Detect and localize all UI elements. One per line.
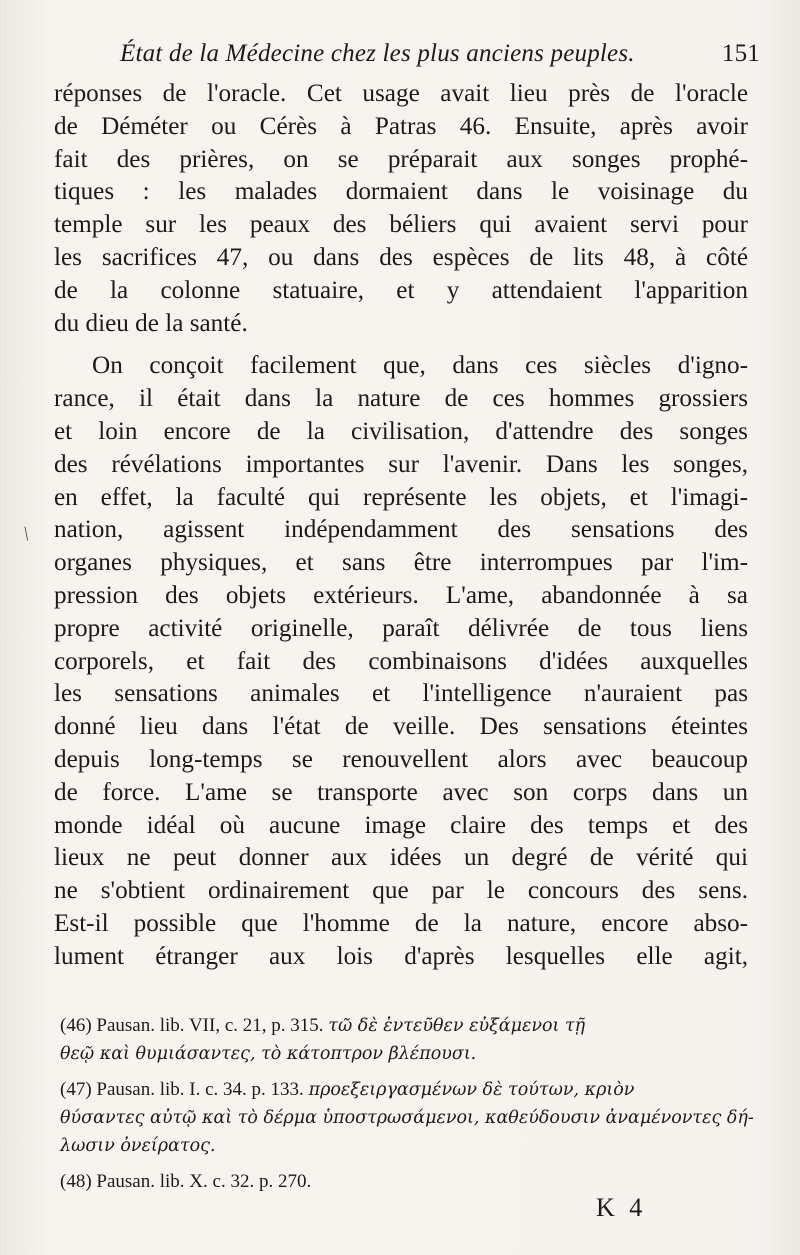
text-line: des révélations importantes sur l'avenir. Dans les songes, (54, 450, 748, 478)
paragraph-1 (54, 78, 748, 340)
text-line: du dieu de la santé. (54, 309, 248, 337)
text-line: réponses de l'oracle. Cet usage avait lieu près de l'oracle (54, 80, 748, 107)
footnote-46 (60, 1012, 760, 1068)
text-line: de Déméter ou Cérès à Patras 46. Ensuite, après avoir (54, 112, 748, 140)
footnote-line (60, 1040, 760, 1068)
footnote-48 (60, 1168, 760, 1196)
text-line: depuis long-temps se renouvellent alors avec beaucoup (54, 745, 748, 773)
footnote-greek: προεξειργασμένων δὲ τούτων, κριὸν (308, 1080, 635, 1100)
footnote-gap (60, 1068, 760, 1076)
text-line: lieux ne peut donner aux idées un degré de vérité qui (54, 844, 748, 872)
text-line: de la colonne statuaire, et y attendaient l'apparition (54, 276, 748, 304)
footnote-47 (60, 1076, 760, 1160)
text-line: On conçoit facilement que, dans ces siècles d'igno- (92, 352, 748, 380)
footnote-greek: τῶ δὲ ἐντεῦθεν εὐξάμενοι τῇ (328, 1016, 586, 1036)
footnote-line (60, 1168, 760, 1196)
paragraph-gap (54, 340, 748, 350)
footnote-line (60, 1012, 760, 1040)
text-line: et loin encore de la civilisation, d'attendre des songes (54, 417, 748, 445)
page-number: 151 (721, 40, 760, 67)
paragraph-2 (54, 350, 748, 973)
text-line: corporels, et fait des combinaisons d'idées auxquelles (54, 647, 748, 675)
footnotes (60, 1012, 760, 1196)
text-line: en effet, la faculté qui représente les objets, et l'imagi- (54, 483, 748, 511)
text-line: donné lieu dans l'état de veille. Des sensations éteintes (54, 713, 748, 741)
text-line: monde idéal où aucune image claire des temps et des (54, 811, 748, 839)
text-line: rance, il était dans la nature de ces hommes grossiers (54, 385, 748, 413)
footnote-citation: (46) Pausan. lib. VII, c. 21, p. 315. (60, 1015, 329, 1036)
footnote-line (60, 1104, 760, 1132)
text-line: les sacrifices 47, ou dans des espèces de lits 48, à côté (54, 243, 748, 271)
footnote-line (60, 1076, 760, 1104)
signature-mark: K 4 (596, 1193, 647, 1222)
text-line: Est-il possible que l'homme de la nature, encore abso- (54, 909, 748, 937)
running-title: État de la Médecine chez les plus anciens peuples. (120, 40, 635, 67)
text-line: propre activité originelle, paraît délivrée de tous liens (54, 614, 748, 642)
footnote-citation: (48) Pausan. lib. X. c. 32. p. 270. (60, 1171, 312, 1192)
text-line: fait des prières, on se préparait aux songes prophé- (54, 145, 748, 173)
text-line: temple sur les peaux des béliers qui avaient servi pour (54, 211, 748, 239)
margin-mark: / (18, 523, 35, 545)
running-head (120, 40, 760, 80)
text-line: de force. L'ame se transporte avec son corps dans un (54, 778, 748, 806)
text-line: organes physiques, et sans être interrompues par l'im- (54, 549, 748, 577)
footnote-gap (60, 1160, 760, 1168)
footnote-line (60, 1132, 760, 1160)
text-line: nation, agissent indépendamment des sensations des (54, 516, 748, 544)
footnote-citation: (47) Pausan. lib. I. c. 34. p. 133. (60, 1079, 309, 1100)
footnote-greek: θεῷ καὶ θυμιάσαντες, τὸ κάτοπτρον βλέπουσι. (60, 1044, 477, 1064)
footnote-greek: θύσαντες αὐτῷ καὶ τὸ δέρμα ὑποστρωσάμενοι, καθεύδουσιν ἀναμένοντες δή- (60, 1108, 754, 1128)
text-line: les sensations animales et l'intelligence n'auraient pas (54, 680, 748, 708)
text-line: pression des objets extérieurs. L'ame, abandonnée à sa (54, 581, 748, 609)
body-text (54, 78, 748, 974)
text-line: lument étranger aux lois d'après lesquelles elle agit, (54, 942, 748, 970)
text-line: tiques : les malades dormaient dans le voisinage du (54, 178, 748, 206)
footnote-greek: λωσιν ὀνείρατος. (60, 1136, 216, 1156)
text-line: ne s'obtient ordinairement que par le concours des sens. (54, 877, 748, 905)
